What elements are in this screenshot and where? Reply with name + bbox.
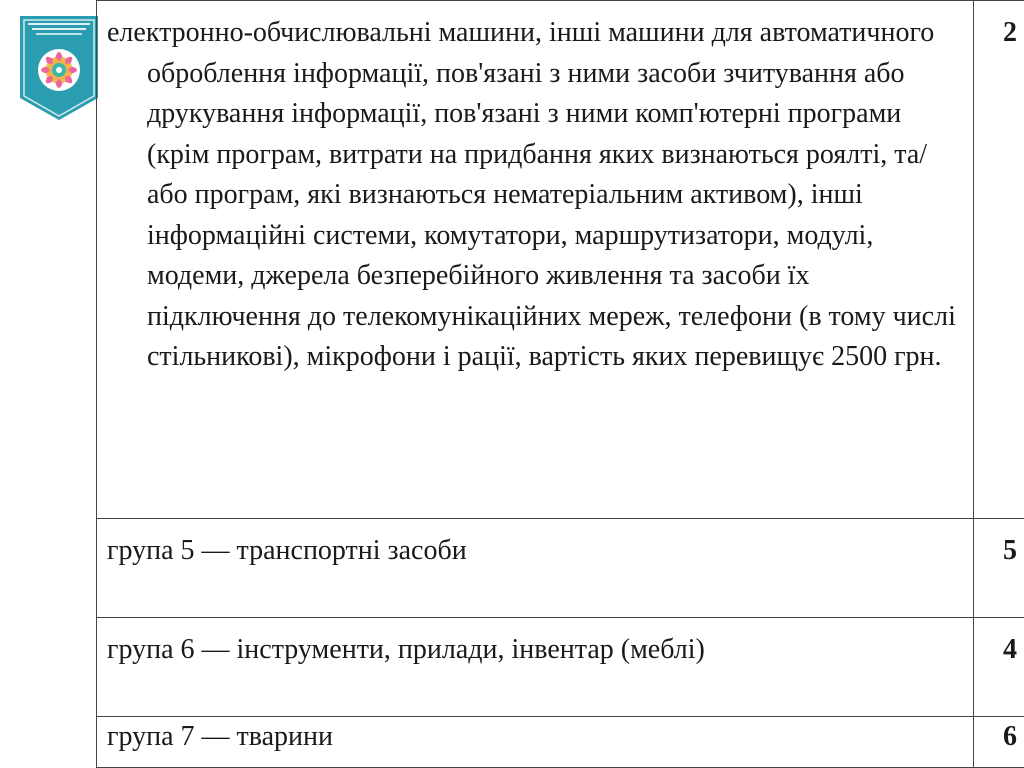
- table-row: [97, 717, 1024, 768]
- row-description: електронно-обчислювальні машини, інші машини для автоматичного оброблення інформації, пов'язані з ними засоби зчитування або друкування інформації, пов'язані з ними комп'ютерні програми (крім програм, витрати на придбання яких визнаються роялті, та/або програм, які визнаються нематеріальним активом), інші інформаційні системи, комутатори, маршрутизатори, модулі, модеми, джерела безперебійного живлення та засоби їх підключення до телекомунікаційних мереж, телефони (в тому числі стільникові), мікрофони і рації, вартість яких перевищує 2500 грн.: [97, 1, 974, 519]
- table-row: [97, 1, 1024, 519]
- shield-logo-icon: [18, 14, 100, 122]
- table-row: [97, 519, 1024, 618]
- row-value: 6: [974, 717, 1024, 768]
- row-value: 4: [974, 618, 1024, 717]
- row-description: група 6 — інструменти, прилади, інвентар (меблі): [97, 618, 974, 717]
- depreciation-groups-table: [96, 0, 1024, 768]
- row-description: група 5 — транспортні засоби: [97, 519, 974, 618]
- university-logo: [18, 14, 100, 122]
- row-value: 5: [974, 519, 1024, 618]
- row-value: 2: [974, 1, 1024, 519]
- table-row: [97, 618, 1024, 717]
- row-description: група 7 — тварини: [97, 717, 974, 768]
